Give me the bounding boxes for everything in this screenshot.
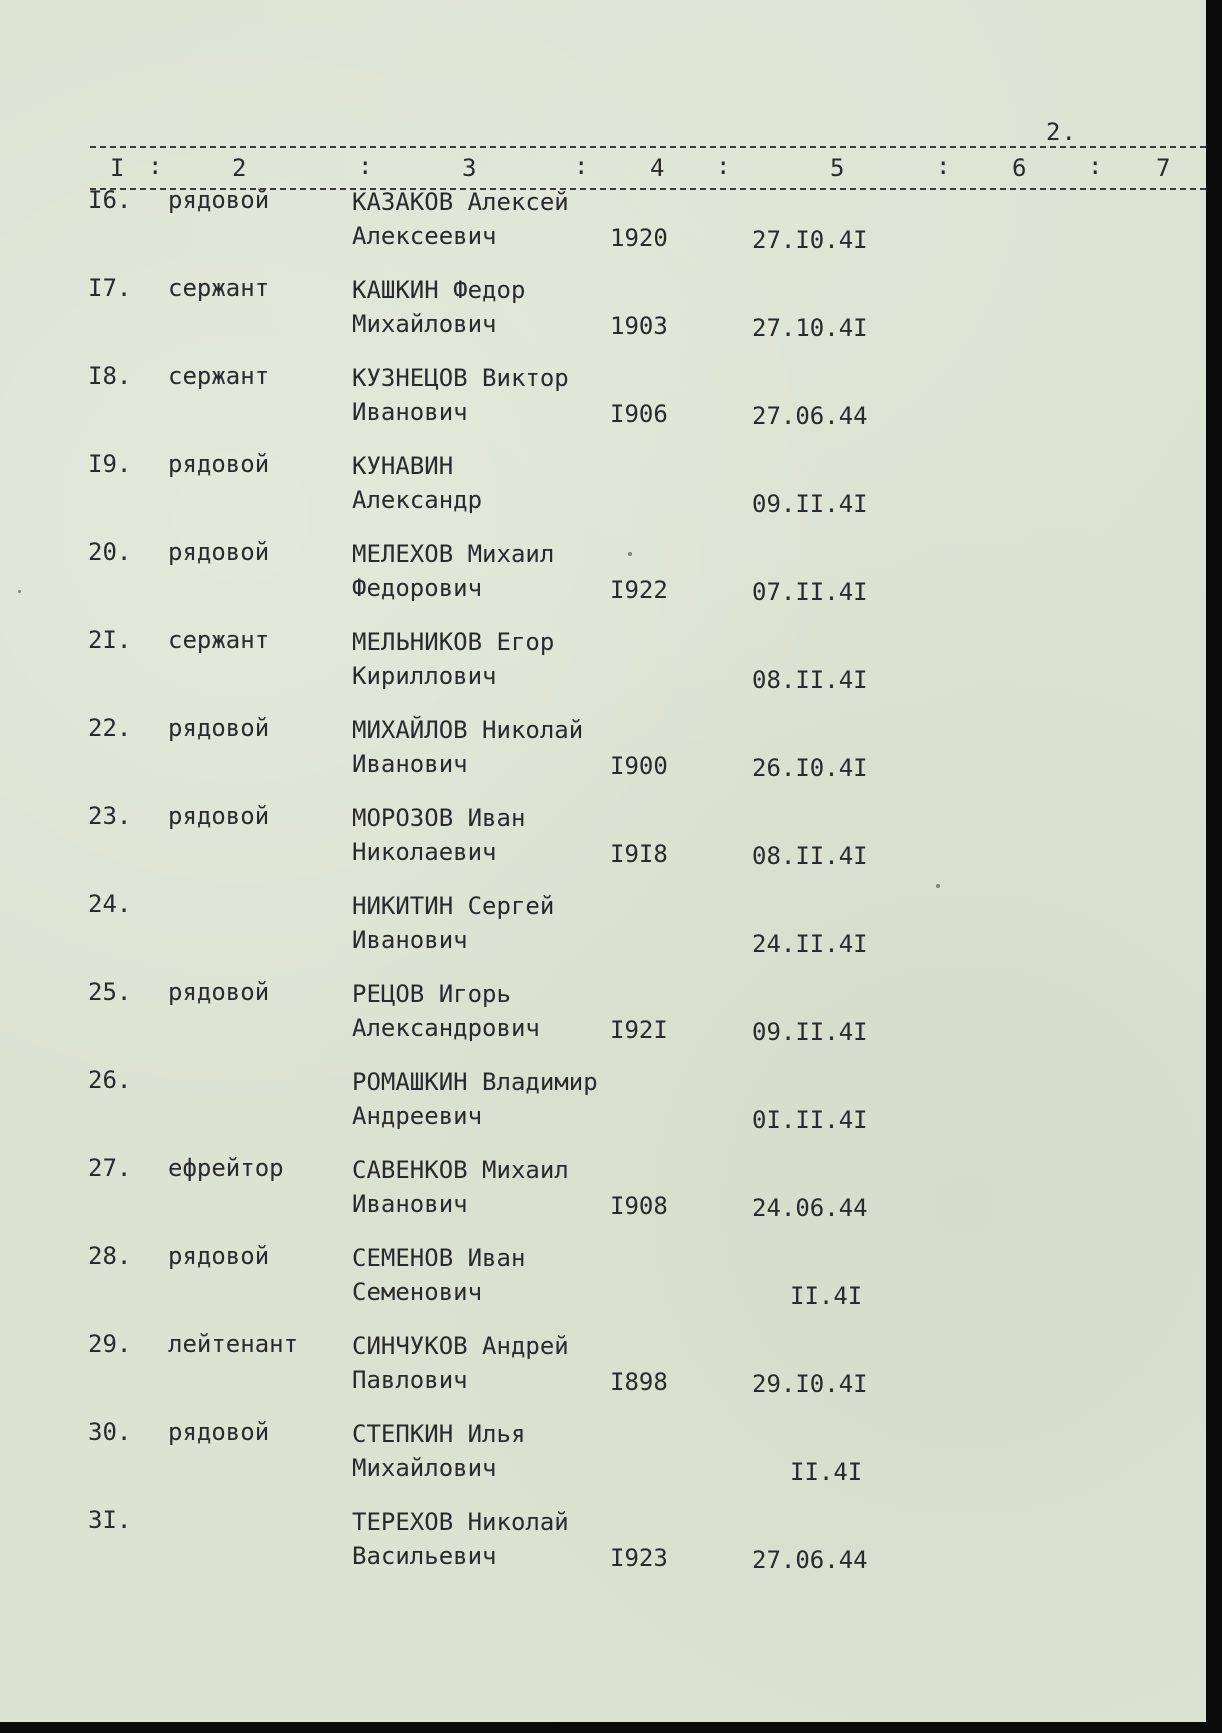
paper-speck [18,590,21,593]
surname-first-name: РЕЦОВ Игорь [352,980,511,1008]
table-row [0,628,1206,716]
surname-first-name: СЕМЕНОВ Иван [352,1244,526,1272]
date: 27.10.4I [752,314,868,342]
date: 29.I0.4I [752,1370,868,1398]
birth-year: I9I8 [610,840,668,868]
patronymic: Иванович [352,1190,468,1218]
rank: рядовой [168,978,270,1006]
table-row [0,1068,1206,1156]
table-row [0,364,1206,452]
column-separator: : [716,152,731,180]
rank: рядовой [168,802,270,830]
rank: лейтенант [168,1330,299,1358]
paper-speck [628,552,632,556]
rank: сержант [168,362,270,390]
table-row [0,1420,1206,1508]
row-number: 3I. [88,1506,132,1534]
row-number: I8. [88,362,132,390]
rank: ефрейтор [168,1154,284,1182]
rank: рядовой [168,1418,270,1446]
surname-first-name: МОРОЗОВ Иван [352,804,526,832]
birth-year: I906 [610,400,668,428]
patronymic: Михайлович [352,310,497,338]
table-row [0,1244,1206,1332]
rank: рядовой [168,538,270,566]
surname-first-name: КУНАВИН [352,452,454,480]
date: 24.II.4I [752,930,868,958]
date: 27.06.44 [752,1546,868,1574]
row-number: 28. [88,1242,132,1270]
table-row [0,892,1206,980]
date: 09.II.4I [752,490,868,518]
surname-first-name: МЕЛЬНИКОВ Егор [352,628,555,656]
birth-year: I900 [610,752,668,780]
row-number: 30. [88,1418,132,1446]
patronymic: Иванович [352,926,468,954]
patronymic: Иванович [352,750,468,778]
column-separator: : [1088,152,1103,180]
surname-first-name: САВЕНКОВ Михаил [352,1156,569,1184]
page-number: 2. [1046,118,1077,146]
column-number-7: 7 [1156,154,1171,182]
rank: рядовой [168,186,270,214]
row-number: 27. [88,1154,132,1182]
column-separator: : [936,152,951,180]
table-row [0,188,1206,276]
patronymic: Александрович [352,1014,540,1042]
column-number-5: 5 [830,154,845,182]
row-number: 29. [88,1330,132,1358]
table-row [0,452,1206,540]
row-number: I6. [88,186,132,214]
date: 24.06.44 [752,1194,868,1222]
surname-first-name: КАШКИН Федор [352,276,526,304]
patronymic: Николаевич [352,838,497,866]
date: 0I.II.4I [752,1106,868,1134]
date: 08.II.4I [752,842,868,870]
patronymic: Иванович [352,398,468,426]
birth-year: I908 [610,1192,668,1220]
surname-first-name: СТЕПКИН Илья [352,1420,526,1448]
surname-first-name: МЕЛЕХОВ Михаил [352,540,555,568]
surname-first-name: КАЗАКОВ Алексей [352,188,569,216]
birth-year: 1903 [610,312,668,340]
date: 27.I0.4I [752,226,868,254]
date: 26.I0.4I [752,754,868,782]
rank: рядовой [168,1242,270,1270]
patronymic: Васильевич [352,1542,497,1570]
table-row [0,980,1206,1068]
table-row [0,276,1206,364]
column-separator: : [148,152,163,180]
table-row [0,1332,1206,1420]
column-number-4: 4 [650,154,665,182]
patronymic: Федорович [352,574,483,602]
table-row [0,804,1206,892]
patronymic: Павлович [352,1366,468,1394]
row-number: 2I. [88,626,132,654]
patronymic: Алексеевич [352,222,497,250]
row-number: 26. [88,1066,132,1094]
patronymic: Кириллович [352,662,497,690]
table-row [0,716,1206,804]
rank: сержант [168,626,270,654]
table-row [0,1508,1206,1596]
column-separator: : [574,152,589,180]
surname-first-name: РОМАШКИН Владимир [352,1068,598,1096]
birth-year: I922 [610,576,668,604]
row-number: 20. [88,538,132,566]
column-header-row [90,130,1206,190]
rank: сержант [168,274,270,302]
surname-first-name: ТЕРЕХОВ Николай [352,1508,569,1536]
row-number: I7. [88,274,132,302]
row-number: 22. [88,714,132,742]
row-number: 25. [88,978,132,1006]
patronymic: Михайлович [352,1454,497,1482]
patronymic: Андреевич [352,1102,483,1130]
column-number-2: 2 [232,154,247,182]
date: II.4I [790,1282,863,1310]
table-row [0,540,1206,628]
row-number: 24. [88,890,132,918]
date: 07.II.4I [752,578,868,606]
table-row [0,1156,1206,1244]
surname-first-name: МИХАЙЛОВ Николай [352,716,584,744]
birth-year: I92I [610,1016,668,1044]
paper-speck [936,884,940,888]
row-number: I9. [88,450,132,478]
surname-first-name: КУЗНЕЦОВ Виктор [352,364,569,392]
patronymic: Семенович [352,1278,483,1306]
surname-first-name: СИНЧУКОВ Андрей [352,1332,569,1360]
date: 27.06.44 [752,402,868,430]
rank: рядовой [168,450,270,478]
column-number-6: 6 [1012,154,1027,182]
date: 08.II.4I [752,666,868,694]
birth-year: I923 [610,1544,668,1572]
birth-year: 1920 [610,224,668,252]
birth-year: I898 [610,1368,668,1396]
column-number-1: I [110,154,125,182]
row-number: 23. [88,802,132,830]
surname-first-name: НИКИТИН Сергей [352,892,555,920]
patronymic: Александр [352,486,483,514]
column-number-3: 3 [462,154,477,182]
header-dashed-rule-top [90,146,1206,148]
column-separator: : [358,152,373,180]
date: 09.II.4I [752,1018,868,1046]
date: II.4I [790,1458,863,1486]
rank: рядовой [168,714,270,742]
